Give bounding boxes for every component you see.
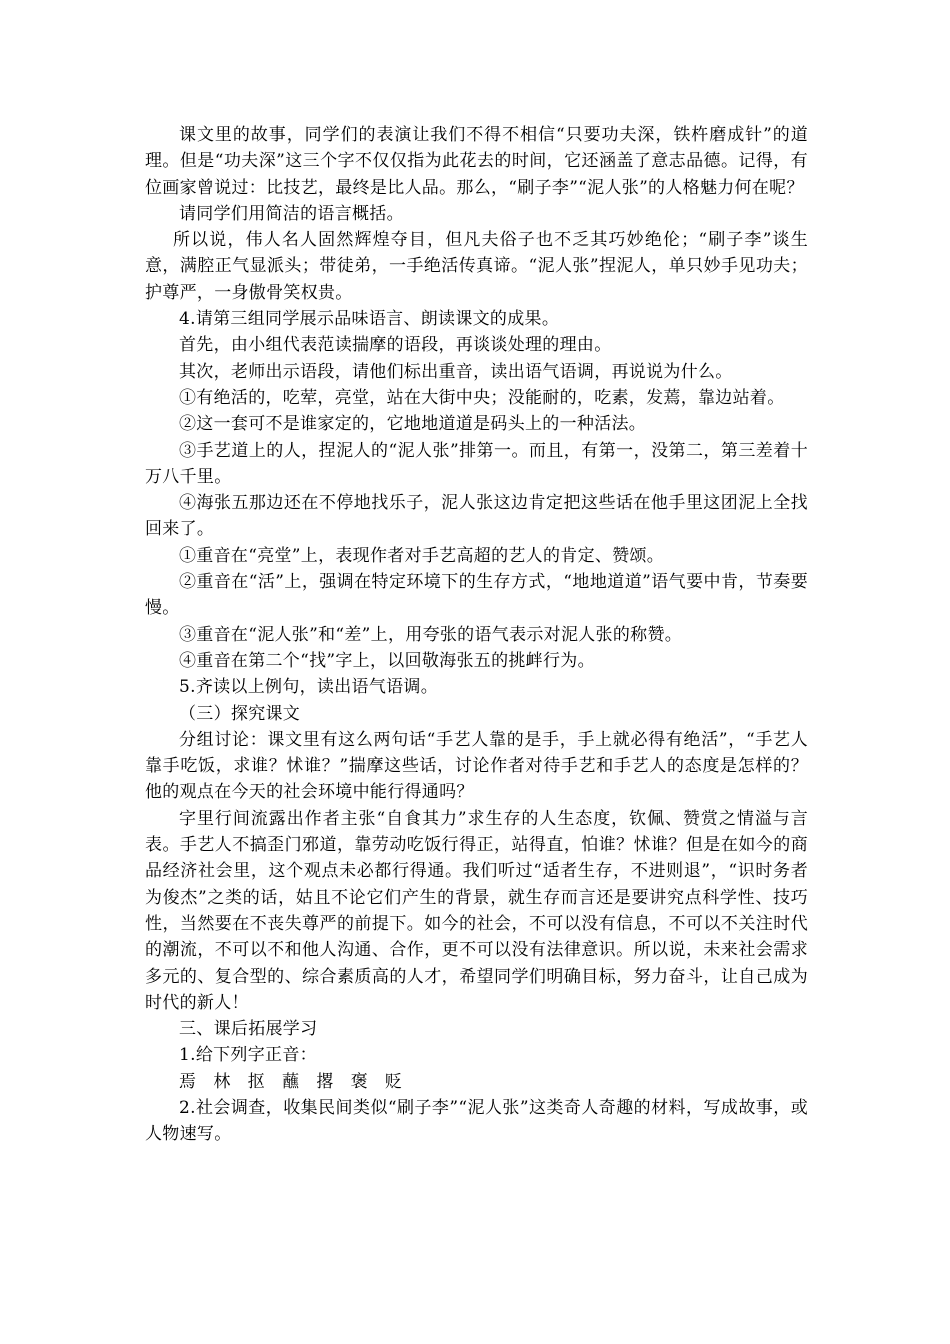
paragraph-14: ④重音在第二个“找”字上，以回敬海张五的挑衅行为。 bbox=[179, 650, 595, 671]
paragraph-7: ①有绝活的，吃荤，亮堂，站在大街中央；没能耐的，吃素，发蔫，靠边站着。 bbox=[179, 387, 785, 408]
character-item: 焉 bbox=[179, 1071, 197, 1092]
paragraph-18: 字里行间流露出作者主张“自食其力”求生存的人生态度，钦佩、赞赏之情溢与言表。手艺人不搞歪门邪道，靠劳动吃饭行得正，站得直，怕谁？怵谁？但是在如今的商品经济社会里，这个观点未必都行得通。我们听过“适者生存，不进则退”，“识时务者为俊杰”之类的话，姑且不论它们产生的背景，就生存而言还是要讲究点科学性、技巧性，当然要在不丧失尊严的前提下。如今的社会，不可以没有信息，不可以不关注时代的潮流，不可以不和他人沟通、合作，更不可以没有法律意识。所以说，未来社会需求多元的、复合型的、综合素质高的人才，希望同学们明确目标，努力奋斗，让自己成为时代的新人！ bbox=[145, 808, 808, 1013]
paragraph-10: ④海张五那边还在不停地找乐子，泥人张这边肯定把这些话在他手里这团泥上全找回来了。 bbox=[145, 493, 808, 540]
section-heading-explore: （三）探究课文 bbox=[179, 703, 301, 724]
paragraph-1: 课文里的故事，同学们的表演让我们不得不相信“只要功夫深，铁杵磨成针”的道理。但是“功夫深”这三个字不仅仅指为此花去的时间，它还涵盖了意志品德。记得，有位画家曾说过：比技艺，最终是比人品。那么，“刷子李”“泥人张”的人格魅力何在呢？ bbox=[145, 125, 808, 198]
paragraph-17: 分组讨论：课文里有这么两句话“手艺人靠的是手，手上就必得有绝活”，“手艺人靠手吃饭，求谁？怵谁？”揣摩这些话，讨论作者对待手艺和手艺人的态度是怎样的？他的观点在今天的社会环境中能行得通吗？ bbox=[145, 729, 808, 803]
paragraph-15: 5.齐读以上例句，读出语气语调。 bbox=[179, 677, 439, 698]
pronunciation-characters bbox=[145, 1069, 808, 1095]
document-page bbox=[145, 122, 808, 1148]
paragraph-2: 请同学们用简洁的语言概括。 bbox=[179, 203, 404, 224]
character-item: 抠 bbox=[247, 1071, 265, 1092]
character-item: 蘸 bbox=[281, 1071, 300, 1092]
character-item: 林 bbox=[213, 1071, 231, 1092]
paragraph-3: 所以说，伟人名人固然辉煌夺目，但凡夫俗子也不乏其巧妙绝伦；“刷子李”谈生意，满腔正气显派头；带徒弟，一手绝活传真谛。“泥人张”捏泥人，单只妙手见功夫；护尊严，一身傲骨笑权贵。 bbox=[145, 230, 808, 303]
paragraph-20: 1.给下列字正音： bbox=[179, 1045, 317, 1066]
paragraph-13: ③重音在“泥人张”和“差”上，用夸张的语气表示对泥人张的称赞。 bbox=[179, 624, 683, 645]
paragraph-5: 首先，由小组代表范读揣摩的语段，再谈谈处理的理由。 bbox=[179, 335, 612, 356]
paragraph-8: ②这一套可不是谁家定的，它地地道道是码头上的一种活法。 bbox=[179, 414, 647, 435]
paragraph-last: 2.社会调查，收集民间类似“刷子李”“泥人张”这类奇人奇趣的材料，写成故事，或人物速写。 bbox=[145, 1097, 808, 1145]
paragraph-4: 4.请第三组同学展示品味语言、朗读课文的成果。 bbox=[179, 309, 560, 330]
character-item: 贬 bbox=[384, 1071, 403, 1092]
section-heading-extension: 三、课后拓展学习 bbox=[179, 1019, 318, 1040]
paragraph-9: ③手艺道上的人，捏泥人的“泥人张”排第一。而且，有第一，没第二，第三差着十万八千里。 bbox=[145, 440, 808, 487]
paragraph-6: 其次，老师出示语段，请他们标出重音，读出语气语调，再说说为什么。 bbox=[179, 361, 733, 382]
paragraph-12: ②重音在“活”上，强调在特定环境下的生存方式，“地地道道”语气要中肯，节奏要慢。 bbox=[145, 572, 808, 619]
character-item: 撂 bbox=[316, 1071, 334, 1092]
character-item: 褒 bbox=[350, 1071, 368, 1092]
paragraph-11: ①重音在“亮堂”上，表现作者对手艺高超的艺人的肯定、赞颂。 bbox=[179, 545, 665, 566]
